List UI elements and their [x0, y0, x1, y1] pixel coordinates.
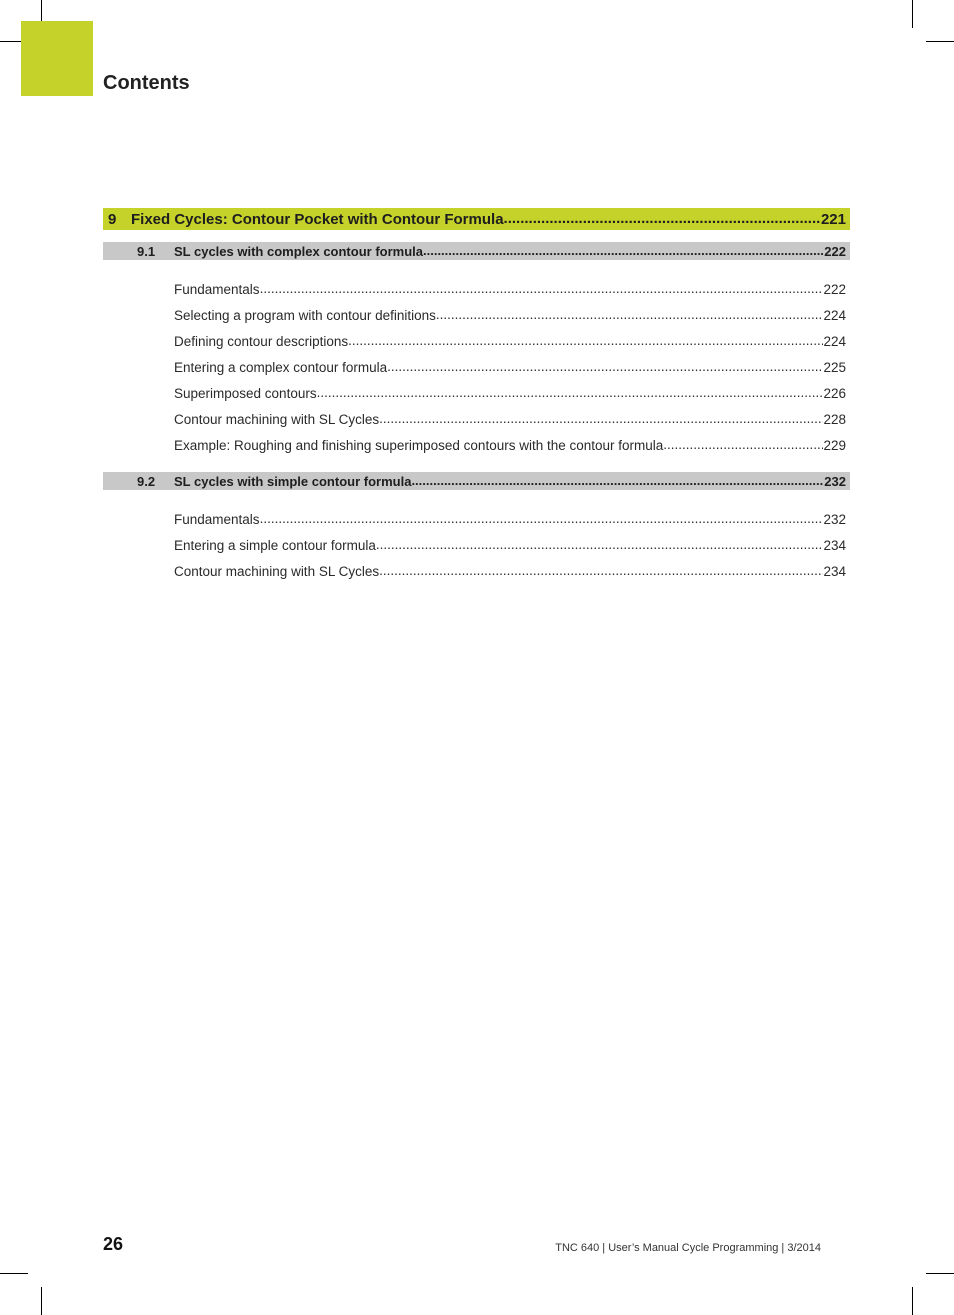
entry-page: 234: [823, 537, 846, 553]
section-title: SL cycles with simple contour formula: [174, 473, 412, 489]
entry-page: 224: [823, 307, 846, 323]
dot-leader: [411, 473, 824, 489]
entry-page: 234: [823, 563, 846, 579]
crop-mark: [912, 1287, 913, 1315]
toc-section-9-2[interactable]: [103, 472, 850, 490]
entry-page: 232: [823, 511, 846, 527]
section-page: 232: [824, 473, 846, 489]
dot-leader: [376, 537, 824, 553]
dot-leader: [379, 411, 823, 427]
page-title: Contents: [103, 72, 190, 94]
dot-leader: [348, 333, 823, 349]
dot-leader: [504, 210, 821, 228]
accent-square: [21, 21, 93, 96]
crop-mark: [41, 1287, 42, 1315]
entry-title: Superimposed contours: [174, 385, 317, 401]
toc-entry[interactable]: [103, 558, 850, 584]
section-entries-9-2: [103, 506, 850, 584]
dot-leader: [317, 385, 824, 401]
entry-page: 224: [823, 333, 846, 349]
dot-leader: [260, 281, 824, 297]
toc-entry[interactable]: [103, 354, 850, 380]
section-page: 222: [824, 243, 846, 259]
dot-leader: [379, 563, 823, 579]
crop-mark: [926, 41, 954, 42]
crop-mark: [912, 0, 913, 28]
section-title: SL cycles with complex contour formula: [174, 243, 423, 259]
chapter-page: 221: [820, 210, 846, 228]
toc-section-9-1[interactable]: [103, 242, 850, 260]
entry-title: Example: Roughing and finishing superimposed contours with the contour formula: [174, 437, 664, 453]
toc-entry[interactable]: [103, 276, 850, 302]
table-of-contents: [103, 208, 850, 598]
toc-entry[interactable]: [103, 406, 850, 432]
entry-title: Selecting a program with contour definitions: [174, 307, 436, 323]
entry-title: Fundamentals: [174, 511, 260, 527]
entry-title: Fundamentals: [174, 281, 260, 297]
section-number: 9.1: [137, 243, 156, 259]
footer-document-info: TNC 640 | User’s Manual Cycle Programming | 3/2014: [555, 1242, 821, 1254]
entry-title: Contour machining with SL Cycles: [174, 411, 380, 427]
dot-leader: [663, 437, 823, 453]
dot-leader: [260, 511, 824, 527]
entry-page: 225: [823, 359, 846, 375]
chapter-number: 9: [108, 210, 117, 228]
dot-leader: [423, 243, 824, 259]
toc-chapter-9[interactable]: [103, 208, 850, 230]
dot-leader: [436, 307, 824, 323]
toc-entry[interactable]: [103, 432, 850, 458]
entry-page: 226: [823, 385, 846, 401]
entry-page: 228: [823, 411, 846, 427]
entry-title: Defining contour descriptions: [174, 333, 349, 349]
section-entries-9-1: [103, 276, 850, 458]
dot-leader: [387, 359, 823, 375]
toc-entry[interactable]: [103, 506, 850, 532]
toc-entry[interactable]: [103, 532, 850, 558]
entry-title: Entering a simple contour formula: [174, 537, 376, 553]
entry-title: Contour machining with SL Cycles: [174, 563, 380, 579]
toc-entry[interactable]: [103, 380, 850, 406]
crop-mark: [0, 1273, 28, 1274]
entry-page: 222: [823, 281, 846, 297]
section-number: 9.2: [137, 473, 156, 489]
toc-entry[interactable]: [103, 328, 850, 354]
crop-mark: [926, 1273, 954, 1274]
entry-title: Entering a complex contour formula: [174, 359, 388, 375]
footer-page-number: 26: [103, 1234, 124, 1254]
toc-entry[interactable]: [103, 302, 850, 328]
chapter-title: Fixed Cycles: Contour Pocket with Contour Formula: [131, 210, 504, 228]
entry-page: 229: [823, 437, 846, 453]
